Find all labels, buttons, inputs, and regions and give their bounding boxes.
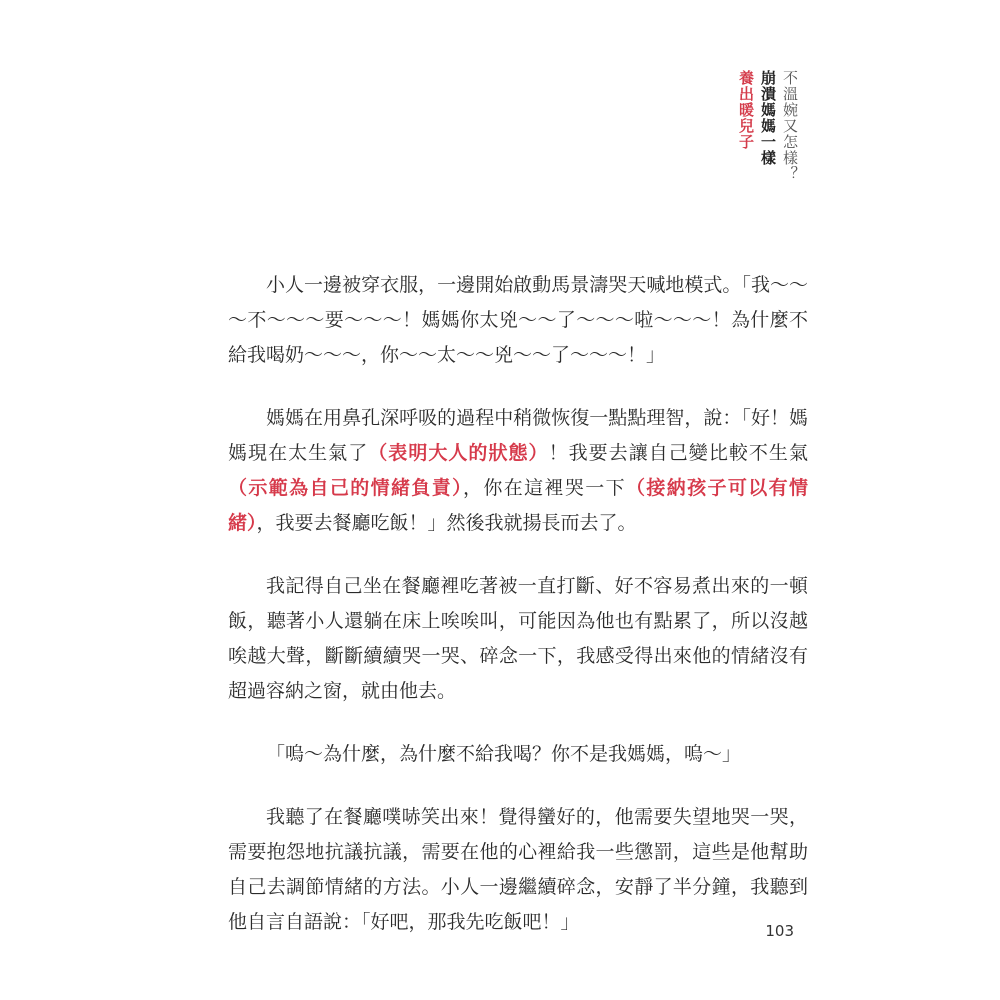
header-line-2: 崩潰媽媽一樣: [759, 70, 777, 166]
paragraph-1: [228, 268, 808, 373]
body-text: [228, 268, 808, 968]
paragraph-3: [228, 569, 808, 709]
paragraph-2: [228, 401, 808, 541]
text-segment: 「嗚～為什麼，為什麼不給我喝？你不是我媽媽，嗚～」: [266, 743, 742, 765]
paragraph-4: [228, 737, 808, 772]
highlight-note: （示範為自己的情緒負責）: [228, 477, 463, 499]
highlight-note: （表明大人的狀態）: [368, 442, 549, 464]
text-segment: ，我要去餐廳吃飯！」然後我就揚長而去了。: [256, 512, 637, 534]
running-header: [736, 70, 800, 180]
text-segment: 我記得自己坐在餐廳裡吃著被一直打斷、好不容易煮出來的一頓飯，聽著小人還躺在床上唉唉叫，可能因為他也有點累了，所以沒越唉越大聲，斷斷續續哭一哭、碎念一下，我感受得出來他的情緒沒有超過容納之窗，就由他去。: [228, 575, 808, 702]
text-segment: 媽媽在用鼻孔深呼吸的過程中稍微恢復一點點理智，說：「好！媽媽現在太生氣了: [228, 407, 808, 464]
text-segment: 小人一邊被穿衣服，一邊開始啟動馬景濤哭天喊地模式。「我～～～不～～～要～～～！媽媽你太兇～～了～～～啦～～～！為什麼不給我喝奶～～～，你～～太～～兇～～了～～～！」: [228, 274, 808, 366]
paragraph-5: [228, 800, 808, 940]
header-line-1: 不溫婉又怎樣？: [781, 70, 799, 182]
header-line-3: 養出暖兒子: [737, 70, 755, 150]
text-segment: ！我要去讓自己變比較不生氣: [548, 442, 808, 464]
highlight-note: （接納孩子可以有情緒）: [228, 477, 808, 534]
page-number: 103: [765, 922, 794, 940]
text-segment: ，你在這裡哭一下: [462, 477, 626, 499]
text-segment: 我聽了在餐廳噗哧笑出來！覺得蠻好的，他需要失望地哭一哭，需要抱怨地抗議抗議，需要在他的心裡給我一些懲罰，這些是他幫助自己去調節情緒的方法。小人一邊繼續碎念，安靜了半分鐘，我聽到他自言自語說：「好吧，那我先吃飯吧！」: [228, 806, 808, 933]
